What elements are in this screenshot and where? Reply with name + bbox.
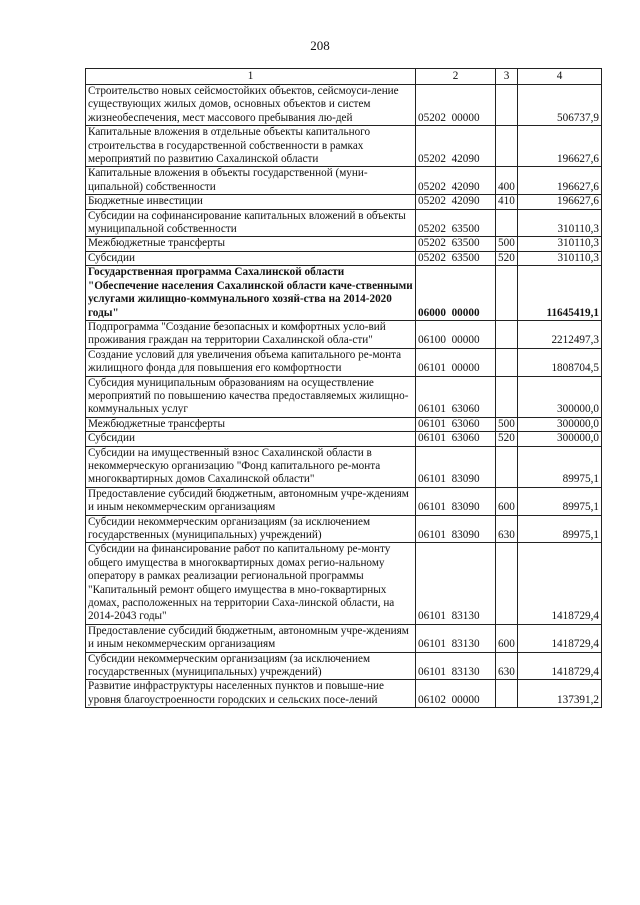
table-row	[86, 515, 602, 543]
row-amount-cell: 196627,6	[518, 195, 602, 209]
table-row	[86, 543, 602, 624]
row-code-cell: 06102 00000	[416, 680, 496, 708]
table-row	[86, 237, 602, 251]
row-name-cell: Капитальные вложения в объекты государственной (муни-ципальной) собственности	[86, 167, 416, 195]
row-code-cell: 05202 42090	[416, 126, 496, 167]
table-row	[86, 85, 602, 126]
row-name-cell: Бюджетные инвестиции	[86, 195, 416, 209]
row-type-cell	[496, 543, 518, 624]
table-row	[86, 209, 602, 237]
row-code-cell: 05202 63500	[416, 237, 496, 251]
table-row	[86, 251, 602, 265]
row-type-cell	[496, 348, 518, 376]
row-name-cell: Субсидии на имущественный взнос Сахалинской области в некоммерческую организацию "Фонд капитального ре-монта многоквартирных домов Сахалинской области"	[86, 446, 416, 487]
row-amount-cell: 196627,6	[518, 167, 602, 195]
row-amount-cell: 300000,0	[518, 376, 602, 417]
table-row	[86, 680, 602, 708]
row-code-cell: 06000 00000	[416, 266, 496, 321]
row-type-cell	[496, 85, 518, 126]
row-code-cell: 06100 00000	[416, 320, 496, 348]
table-row	[86, 195, 602, 209]
row-amount-cell: 89975,1	[518, 487, 602, 515]
row-code-cell: 05202 42090	[416, 195, 496, 209]
row-code-cell: 06101 83090	[416, 515, 496, 543]
row-name-cell: Субсидии	[86, 251, 416, 265]
header-col-code: 2	[416, 69, 496, 85]
row-name-cell: Субсидии на софинансирование капитальных вложений в объекты муниципальной собственности	[86, 209, 416, 237]
row-code-cell: 06101 63060	[416, 376, 496, 417]
row-amount-cell: 137391,2	[518, 680, 602, 708]
row-amount-cell: 1418729,4	[518, 543, 602, 624]
row-type-cell: 630	[496, 515, 518, 543]
row-type-cell: 600	[496, 487, 518, 515]
row-code-cell: 06101 00000	[416, 348, 496, 376]
row-type-cell: 520	[496, 432, 518, 446]
row-name-cell: Субсидии некоммерческим организациям (за исключением государственных (муниципальных) учреждений)	[86, 652, 416, 680]
row-amount-cell: 196627,6	[518, 126, 602, 167]
row-code-cell: 05202 63500	[416, 209, 496, 237]
row-name-cell: Строительство новых сейсмостойких объектов, сейсмоуси-ление существующих жилых домов, основных объектов и систем жизнеобеспечения, мест массового пребывания лю-дей	[86, 85, 416, 126]
row-name-cell: Предоставление субсидий бюджетным, автономным учре-ждениям и иным некоммерческим организациям	[86, 624, 416, 652]
row-type-cell	[496, 376, 518, 417]
table-body	[86, 85, 602, 708]
row-type-cell: 630	[496, 652, 518, 680]
row-name-cell: Субсидии	[86, 432, 416, 446]
row-name-cell: Подпрограмма "Создание безопасных и комфортных усло-вий проживания граждан на территории Сахалинской обла-сти"	[86, 320, 416, 348]
row-code-cell: 05202 00000	[416, 85, 496, 126]
row-code-cell: 05202 63500	[416, 251, 496, 265]
table-row	[86, 432, 602, 446]
row-type-cell	[496, 680, 518, 708]
row-amount-cell: 300000,0	[518, 417, 602, 431]
table-row	[86, 167, 602, 195]
row-amount-cell: 506737,9	[518, 85, 602, 126]
row-amount-cell: 300000,0	[518, 432, 602, 446]
row-type-cell: 500	[496, 237, 518, 251]
row-code-cell: 06101 83090	[416, 487, 496, 515]
row-type-cell: 520	[496, 251, 518, 265]
table-row	[86, 126, 602, 167]
table-row	[86, 266, 602, 321]
table-row	[86, 446, 602, 487]
row-code-cell: 06101 83090	[416, 446, 496, 487]
table-row	[86, 320, 602, 348]
row-amount-cell: 310110,3	[518, 237, 602, 251]
row-amount-cell: 1808704,5	[518, 348, 602, 376]
row-amount-cell: 310110,3	[518, 251, 602, 265]
row-type-cell	[496, 209, 518, 237]
row-name-cell: Межбюджетные трансферты	[86, 237, 416, 251]
row-amount-cell: 2212497,3	[518, 320, 602, 348]
header-col-name: 1	[86, 69, 416, 85]
row-name-cell: Капитальные вложения в отдельные объекты капитального строительства в государственной собственности в рамках мероприятий по развитию Сахалинской области	[86, 126, 416, 167]
row-code-cell: 06101 83130	[416, 543, 496, 624]
row-type-cell	[496, 446, 518, 487]
row-type-cell	[496, 320, 518, 348]
table-row	[86, 348, 602, 376]
row-code-cell: 06101 63060	[416, 432, 496, 446]
header-col-type: 3	[496, 69, 518, 85]
row-type-cell	[496, 126, 518, 167]
row-name-cell: Субсидии на финансирование работ по капитальному ре-монту общего имущества в многоквартирных домах регио-нальному оператору в рамках реализации региональной программы "Капитальный ремонт общего имущества в мно-гоквартирных домах, расположенных на территории Саха-линской области, на 2014-2043 годы"	[86, 543, 416, 624]
row-amount-cell: 11645419,1	[518, 266, 602, 321]
table-row	[86, 487, 602, 515]
row-amount-cell: 1418729,4	[518, 624, 602, 652]
row-type-cell	[496, 266, 518, 321]
row-code-cell: 06101 83130	[416, 624, 496, 652]
header-col-amount: 4	[518, 69, 602, 85]
row-code-cell: 05202 42090	[416, 167, 496, 195]
row-name-cell: Субсидии некоммерческим организациям (за исключением государственных (муниципальных) учреждений)	[86, 515, 416, 543]
page-number: 208	[310, 38, 330, 53]
table-row	[86, 652, 602, 680]
row-type-cell: 400	[496, 167, 518, 195]
table-row	[86, 624, 602, 652]
row-amount-cell: 89975,1	[518, 515, 602, 543]
table-row	[86, 417, 602, 431]
row-name-cell: Предоставление субсидий бюджетным, автономным учре-ждениям и иным некоммерческим организациям	[86, 487, 416, 515]
row-amount-cell: 1418729,4	[518, 652, 602, 680]
row-type-cell: 410	[496, 195, 518, 209]
table-row	[86, 376, 602, 417]
row-name-cell: Развитие инфраструктуры населенных пунктов и повыше-ние уровня благоустроенности городских и сельских посе-лений	[86, 680, 416, 708]
row-code-cell: 06101 63060	[416, 417, 496, 431]
row-name-cell: Государственная программа Сахалинской области "Обеспечение населения Сахалинской области каче-ственными услугами жилищно-коммунального хозяй-ства на 2014-2020 годы"	[86, 266, 416, 321]
row-code-cell: 06101 83130	[416, 652, 496, 680]
row-name-cell: Межбюджетные трансферты	[86, 417, 416, 431]
table-header-row	[86, 69, 602, 85]
row-type-cell: 500	[496, 417, 518, 431]
row-type-cell: 600	[496, 624, 518, 652]
row-name-cell: Субсидия муниципальным образованиям на осуществление мероприятий по повышению качества предоставляемых жилищно-коммунальных услуг	[86, 376, 416, 417]
budget-table	[85, 68, 602, 708]
row-name-cell: Создание условий для увеличения объема капитального ре-монта жилищного фонда для повышения его комфортности	[86, 348, 416, 376]
row-amount-cell: 310110,3	[518, 209, 602, 237]
row-amount-cell: 89975,1	[518, 446, 602, 487]
